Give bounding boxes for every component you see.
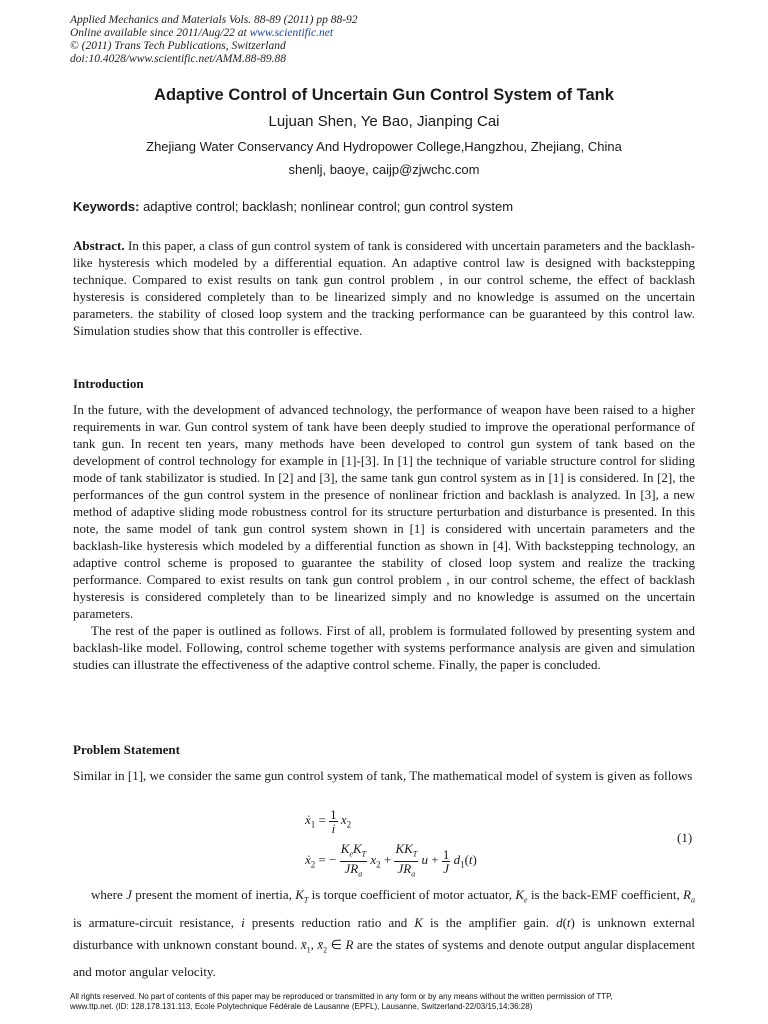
abstract-label: Abstract. xyxy=(73,238,125,253)
equation-number: (1) xyxy=(677,830,693,845)
eq-fraction: $\frac{1}{J}$ xyxy=(442,846,450,876)
keywords-label: Keywords: xyxy=(73,199,140,214)
abstract xyxy=(73,237,695,339)
scientific-net-link[interactable]: www.scientific.net xyxy=(249,27,334,39)
paper-affiliation: Zhejiang Water Conservancy And Hydropower College,Hangzhou, Zhejiang, China xyxy=(146,139,622,154)
keywords xyxy=(73,199,513,214)
eq-fraction: $\frac{1}{i}$ xyxy=(330,807,337,836)
introduction-body xyxy=(73,401,695,673)
paper-authors: Lujuan Shen, Ye Bao, Jianping Cai xyxy=(268,113,500,130)
abstract-text: In this paper, a class of gun control system of tank is considered with uncertain parameters and the backlash-like hysteresis which modeled by a differential equation. An adaptive control law is designed with backstepping technique. Compared to exist results on tank gun control problem , in our control scheme, the effect of backlash hysteresis is considered completely than to be linearized simply and no knowledge is assumed on the uncertain parameters. the stability of closed loop system and the tracking performance can be guaranteed by this control law. Simulation studies show that this controller is effective. xyxy=(73,238,695,338)
journal-line: Applied Mechanics and Materials Vols. 88-89 (2011) pp 88-92 xyxy=(70,14,358,26)
eq-symbol: = xyxy=(318,812,326,828)
doi-line: doi:10.4028/www.scientific.net/AMM.88-89.88 xyxy=(70,53,287,65)
eq-fraction: $\frac{K_eK_T}{JR_a}$ xyxy=(340,841,367,879)
publication-header xyxy=(70,14,358,66)
keywords-text: adaptive control; backlash; nonlinear control; gun control system xyxy=(139,199,514,214)
online-line: Online available since 2011/Aug/22 at www.scientific.net xyxy=(70,27,334,39)
eq-fraction: $\frac{KK_T}{JR_a}$ xyxy=(395,841,418,879)
eq-symbol: + xyxy=(431,852,439,868)
introduction-heading: Introduction xyxy=(73,376,144,391)
symbol-K: K xyxy=(414,914,423,930)
eq-symbol: + xyxy=(383,852,392,868)
symbol-J: J xyxy=(126,887,132,902)
symbol-Ra: $R_a$ xyxy=(683,887,695,905)
problem-statement-paragraph: Similar in [1], we consider the same gun control system of tank, The mathematical model of system is given as follows xyxy=(73,768,693,783)
footer-line-2: www.ttp.net. (ID: 128.178.131.113, Ecole Polytechnique Fédérale de Lausanne (EPFL), Lausanne, Switzerland-22/03/15,14:36:28) xyxy=(70,1002,533,1011)
variable-definitions: where J present the moment of inertia, $K_T$ is torque coefficient of motor actuator, $K_e$ is the back-EMF coefficient, $R_a$ is armature-circuit resistance, i presents reduction ratio and K is the amplifier gain. d(t) is unknown external disturbance with unknown constant bound. $x̄_1$, $x̄_2$ ∈ R are the states of systems and denote output angular displacement and motor angular velocity. xyxy=(73,887,695,980)
eq-symbol: $ẋ_2$ xyxy=(305,852,316,870)
copyright-line: © (2011) Trans Tech Publications, Switzerland xyxy=(70,40,286,52)
introduction-paragraph-2: The rest of the paper is outlined as follows. First of all, problem is formulated followed by presenting system and backlash-like model. Following, control scheme together with systems performance analysis are given and simulation studies can illustrate the effectiveness of the adaptive control scheme. Finally, the paper is concluded. xyxy=(73,623,695,672)
problem-statement-heading: Problem Statement xyxy=(73,742,180,757)
eq-symbol: $x_2$ xyxy=(340,812,352,831)
introduction-paragraph-1: In the future, with the development of advanced technology, the performance of weapon have been raised to a higher requirements in war. Gun control system of tank have been deeply studied to improve the operational performance of tank gun. In recent ten years, many methods have been developed to control gun system of tank based on the development of control technology for example in [1]-[3]. In [1] the technique of variable structure control for sliding mode of tank stabilizator is studied. In [2] and [3], the same tank gun control system as in [1] is considered. In [2], the performances of the gun control system in the presence of nonlinear friction and backlash is analyzed. In [3], a new method of adaptive sliding mode robustness control for its structure perturbation and disturbance is presented. In this note, the same model of tank gun control system shown in [1] is considered with uncertain parameters and the backlash-like hysteresis which modeled by a differential function as shown in [4]. With backstepping technology, an adaptive control scheme is proposed to guarantee the stability of closed loop system and realize the tracking performance. Compared to exist results on tank gun control problem , in our control scheme, the effect of backlash hysteresis is considered completely than to be linearized simply and no knowledge is assumed on the uncertain parameters. xyxy=(73,402,695,621)
eq-symbol: u xyxy=(421,852,428,868)
symbol-d-t: d(t) xyxy=(556,914,575,930)
symbol-i: i xyxy=(241,914,245,930)
eq-symbol: $x_2$ xyxy=(370,852,381,870)
symbol-Ke: $K_e$ xyxy=(515,887,528,905)
paper-emails: shenlj, baoye, caijp@zjwchc.com xyxy=(288,162,480,177)
symbol-states: $x̄_1$, $x̄_2$ ∈ R xyxy=(300,936,354,955)
equation-1-line-2 xyxy=(305,842,477,880)
copyright-footer xyxy=(70,992,710,1012)
paper-title: Adaptive Control of Uncertain Gun Control System of Tank xyxy=(154,86,614,104)
equation-1-line-1 xyxy=(305,808,351,835)
eq-symbol: $d_1(t)$ xyxy=(453,852,477,870)
symbol-KT: $K_T$ xyxy=(295,887,309,905)
eq-symbol: $ẋ_1$ xyxy=(305,812,316,831)
footer-line-1: All rights reserved. No part of contents of this paper may be reproduced or transmitted in any form or by any means without the written permission of TTP, xyxy=(70,992,613,1001)
eq-symbol: = − xyxy=(318,852,337,868)
